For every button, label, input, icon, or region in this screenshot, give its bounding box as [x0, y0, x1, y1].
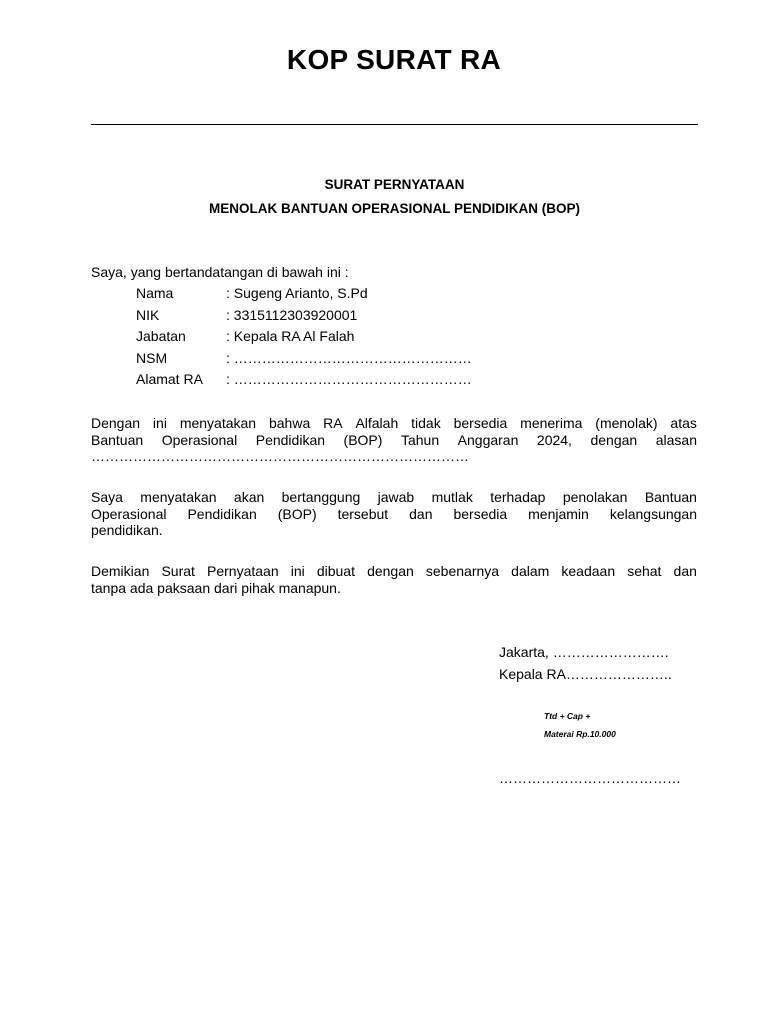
word: Surat [161, 563, 195, 579]
closing-paragraph [91, 563, 697, 596]
field-row-nama [136, 285, 472, 307]
paragraph-line: ……………………………………………………………………… [91, 448, 469, 464]
word: Anggaran [457, 431, 519, 448]
word: menyatakan [140, 489, 217, 505]
field-label-nik: NIK [136, 306, 160, 323]
word: dengan [590, 431, 638, 448]
word: Dengan [91, 415, 141, 431]
paragraph-line [91, 563, 697, 580]
paragraph-line: tanpa ada paksaan dari pihak manapun. [91, 579, 341, 596]
identity-fields [136, 285, 472, 393]
word: tersebut [337, 505, 389, 522]
word: bahwa [268, 415, 311, 431]
word: bersedia [453, 415, 508, 431]
word: (BOP) [277, 505, 317, 522]
responsibility-paragraph [91, 489, 697, 539]
field-value-nsm: : …………………………………………… [226, 349, 472, 366]
field-label-nsm: NSM [136, 349, 168, 366]
field-value-nik: : 3315112303920001 [226, 306, 358, 323]
field-value-jabatan: : Kepala RA Al Falah [226, 328, 355, 344]
word: terhadap [490, 489, 546, 505]
field-row-nsm [136, 350, 472, 372]
letterhead-divider [91, 124, 698, 125]
word: Pendidikan [255, 431, 326, 448]
field-row-jabatan [136, 328, 472, 350]
field-label-alamat: Alamat RA [136, 371, 203, 387]
field-label-nama: Nama [136, 285, 174, 301]
word: dengan [367, 563, 414, 579]
word: bertanggung [281, 489, 361, 505]
document-title: SURAT PERNYATAAN [324, 177, 465, 192]
field-row-nik [136, 307, 472, 329]
word: ini [152, 415, 167, 431]
word: Demikian [91, 563, 150, 579]
paragraph-line [91, 489, 697, 506]
word: Pendidikan [187, 505, 257, 522]
word: atas [670, 415, 697, 431]
word: akan [233, 489, 265, 505]
word: ini [290, 563, 305, 579]
word: bersedia [453, 505, 508, 522]
word: menerima [520, 415, 583, 431]
word: dan [409, 505, 433, 522]
paragraph-line [91, 432, 697, 449]
field-value-alamat: : …………………………………………… [226, 371, 472, 387]
word: Bantuan [91, 431, 144, 448]
paragraph-line [91, 506, 697, 523]
intro-text: Saya, yang bertandatangan di bawah ini : [91, 264, 349, 280]
word: penolakan [562, 489, 628, 505]
document-subtitle: MENOLAK BANTUAN OPERASIONAL PENDIDIKAN (BOP) [208, 201, 580, 216]
word: Operasional [91, 505, 167, 522]
signature-name-line: ………………………………… [499, 770, 681, 786]
word: menyatakan [179, 415, 257, 431]
word: (BOP) [343, 431, 383, 448]
word: dibuat [316, 563, 355, 579]
signature-role: Kepala RA………………….. [499, 666, 672, 682]
signature-stamp-note: Ttd + Cap + [544, 711, 591, 721]
word: mutlak [431, 489, 473, 505]
field-row-alamat [136, 371, 472, 393]
field-value-nama: : Sugeng Arianto, S.Pd [226, 285, 368, 301]
word: (menolak) [595, 415, 658, 431]
word: Bantuan [644, 489, 697, 505]
word: Saya [91, 489, 123, 505]
word: Operasional [161, 431, 238, 448]
statement-paragraph [91, 415, 697, 465]
word: dan [673, 563, 697, 579]
field-label-jabatan: Jabatan [136, 328, 186, 344]
word: alasan [655, 431, 697, 448]
word: Tahun [400, 431, 440, 448]
signature-stamp-note: Materai Rp.10.000 [544, 729, 616, 739]
signature-place-date: Jakarta, ……………………. [499, 644, 669, 660]
word: sehat [627, 563, 662, 579]
word: sebenarnya [425, 563, 500, 579]
letterhead-title: KOP SURAT RA [286, 44, 502, 75]
word: kelangsungan [609, 505, 697, 522]
word: menjamin [528, 505, 589, 522]
word: keadaan [561, 563, 616, 579]
paragraph-line: pendidikan. [91, 522, 163, 538]
word: Pernyataan [207, 563, 279, 579]
word: RA [323, 415, 343, 431]
word: Alfalah [355, 415, 399, 431]
paragraph-line [91, 415, 697, 432]
word: 2024, [536, 431, 572, 448]
word: dalam [511, 563, 550, 579]
word: jawab [377, 489, 415, 505]
word: tidak [411, 415, 441, 431]
